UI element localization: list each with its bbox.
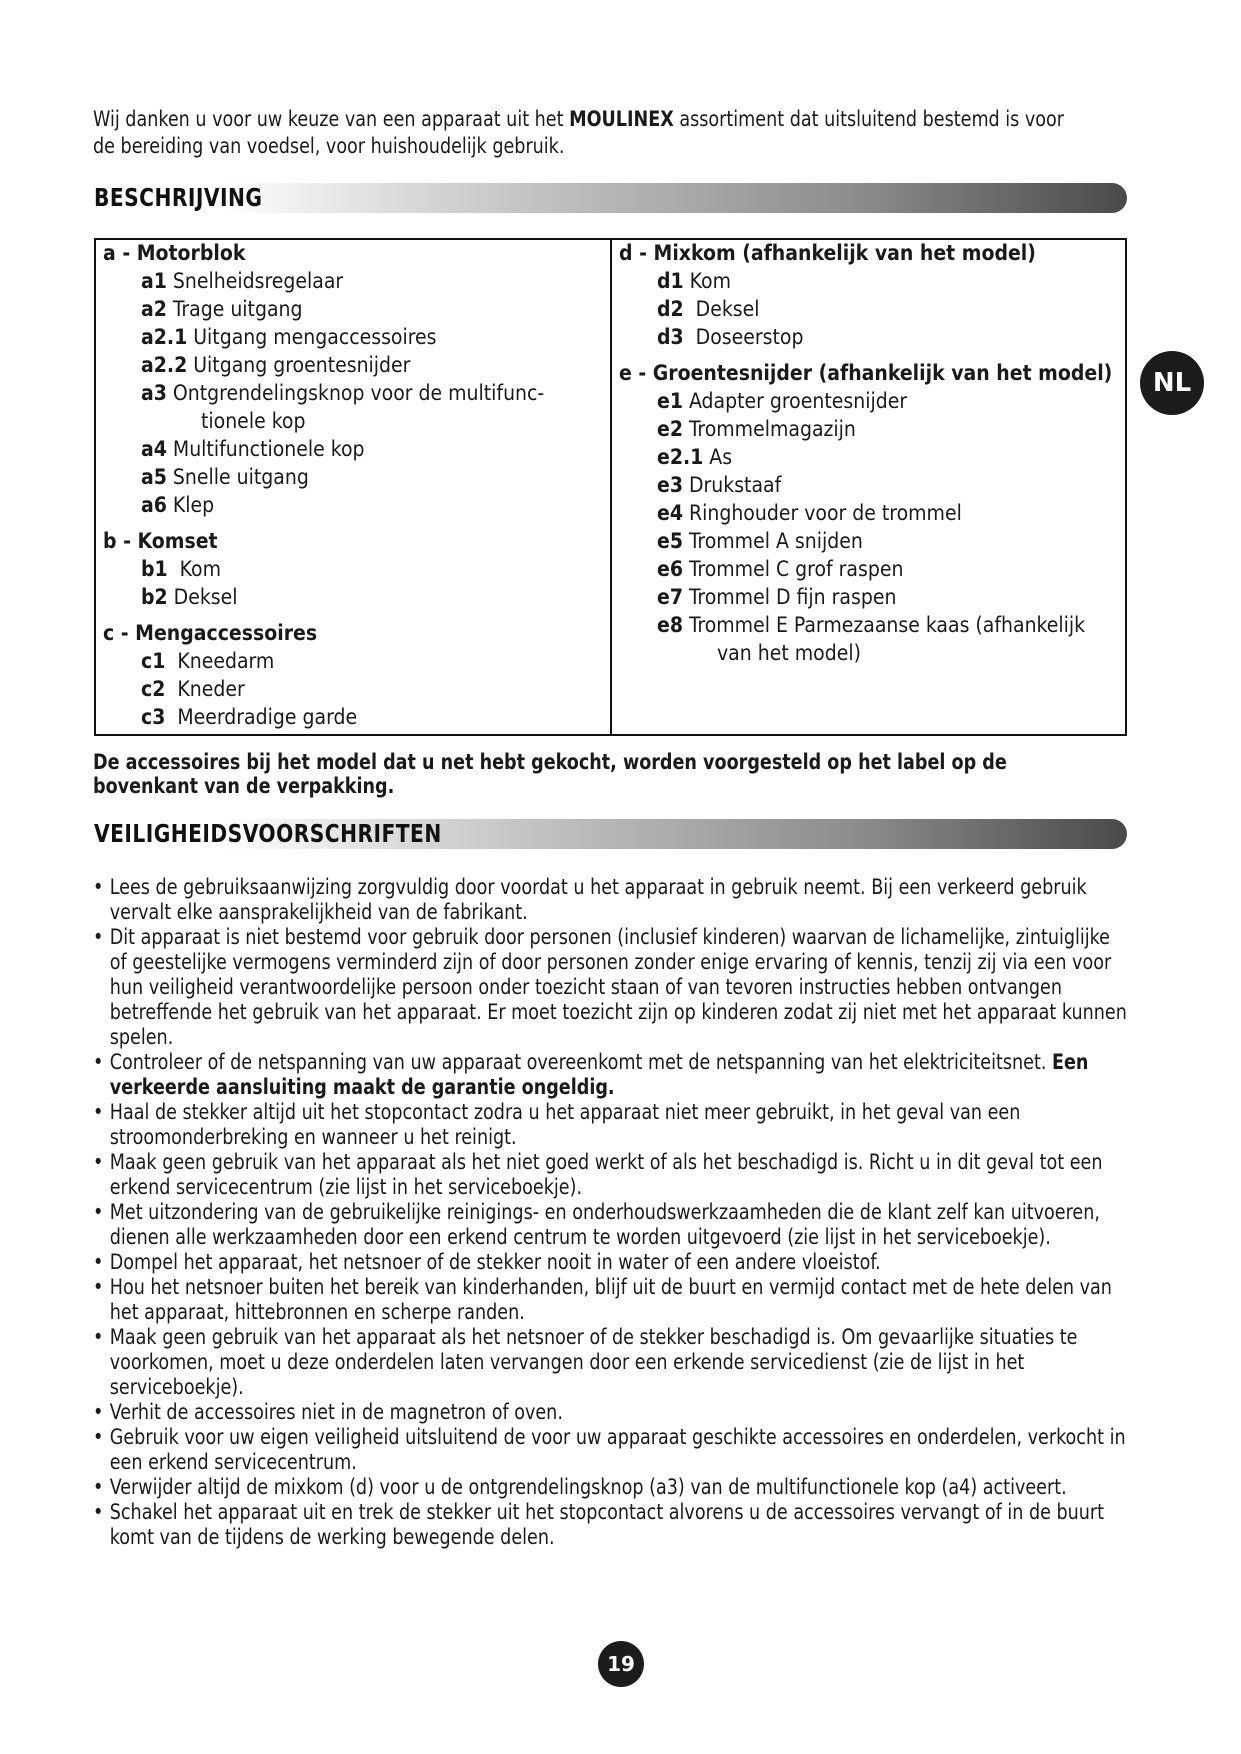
component-code: e2.1 [657, 445, 704, 469]
component-item [103, 675, 603, 703]
component-code: a2.2 [141, 353, 188, 377]
component-item [619, 527, 1124, 555]
component-item [619, 415, 1124, 443]
safety-item-text: Lees de gebruiksaanwijzing zorgvuldig door voordat u het apparaat in gebruik neemt. Bij een verkeerd gebruik vervalt elke aansprakelijkheid van de fabrikant. [109, 875, 1087, 924]
component-label: Kom [683, 269, 731, 293]
component-label: Uitgang groentesnijder [187, 353, 411, 377]
component-code: e8 [657, 613, 683, 637]
page-number: 19 [598, 1641, 644, 1687]
component-item [619, 323, 1124, 351]
safety-item [93, 1475, 1130, 1500]
component-label: Deksel [167, 585, 238, 609]
brand-name: MOULINEX [569, 107, 674, 131]
description-heading: BESCHRIJVING [94, 183, 263, 212]
component-item [103, 435, 603, 463]
safety-item-text: Gebruik voor uw eigen veiligheid uitsluitend de voor uw apparaat geschikte accessoires en onderdelen, verkocht in een erkend servicecentrum. [109, 1425, 1126, 1474]
component-code: b1 [141, 557, 168, 581]
component-code: a2 [141, 297, 167, 321]
component-item [619, 443, 1124, 471]
component-item [103, 267, 603, 295]
component-label: Doseerstop [683, 325, 804, 349]
component-label: Deksel [683, 297, 760, 321]
component-item [619, 611, 1124, 639]
component-item [619, 555, 1124, 583]
component-group: c - Mengaccessoires [103, 621, 318, 645]
component-label: Ontgrendelingsknop voor de multifunc- [166, 381, 545, 405]
component-item [103, 379, 603, 407]
safety-list [93, 875, 1130, 1550]
description-table-divider [610, 238, 612, 736]
component-item [103, 555, 603, 583]
component-item [619, 499, 1124, 527]
component-label: Uitgang mengaccessoires [187, 325, 437, 349]
safety-item [93, 1150, 1130, 1200]
safety-item [93, 1050, 1130, 1100]
component-label: Adapter groentesnijder [682, 389, 908, 413]
component-item [103, 647, 603, 675]
component-label: Trommel C grof raspen [682, 557, 904, 581]
safety-item [93, 1500, 1130, 1550]
component-group: b - Komset [103, 529, 218, 553]
component-item [103, 703, 603, 731]
component-item [619, 583, 1124, 611]
safety-item [93, 1325, 1130, 1400]
component-label: Trage uitgang [166, 297, 303, 321]
safety-heading: VEILIGHEIDSVOORSCHRIFTEN [94, 819, 442, 848]
description-left-column [103, 239, 603, 731]
component-code: b2 [141, 585, 168, 609]
component-group: e - Groentesnijder (afhankelijk van het model) [619, 361, 1113, 385]
safety-item-text: Dompel het apparaat, het netsnoer of de stekker nooit in water of een andere vloeistof. [109, 1250, 881, 1274]
component-item [103, 491, 603, 519]
safety-item [93, 1275, 1130, 1325]
component-item [103, 295, 603, 323]
component-label: Multifunctionele kop [166, 437, 365, 461]
component-label-continued: van het model) [717, 641, 861, 665]
component-label: Kneedarm [165, 649, 275, 673]
component-code: a2.1 [141, 325, 188, 349]
component-code: d2 [657, 297, 684, 321]
component-item [103, 583, 603, 611]
safety-item-text: Met uitzondering van de gebruikelijke reinigings- en onderhoudswerkzaamheden die de klant zelf kan uitvoeren, dienen alle werkzaamheden door een erkend centrum te worden uitgevoerd (zie lijst in het serviceboekje). [109, 1200, 1100, 1249]
component-code: a1 [141, 269, 167, 293]
safety-item [93, 925, 1130, 1050]
group-spacer [103, 519, 603, 527]
component-label: As [703, 445, 733, 469]
component-item [619, 267, 1124, 295]
component-item [103, 323, 603, 351]
accessories-note: De accessoires bij het model dat u net hebt gekocht, worden voorgesteld op het label op de bovenkant van de verpakking. [93, 750, 1007, 798]
component-code: a5 [141, 465, 167, 489]
group-spacer [619, 351, 1124, 359]
intro-text-end: assortiment dat uitsluitend bestemd is voor de bereiding van voedsel, voor huishoudelijk gebruik. [93, 107, 1065, 158]
component-label: Snelheidsregelaar [166, 269, 344, 293]
safety-item-text: Haal de stekker altijd uit het stopcontact zodra u het apparaat niet meer gebruikt, in het geval van een stroomonderbreking en wanneer u het reinigt. [109, 1100, 1021, 1149]
component-item [619, 387, 1124, 415]
component-code: c2 [141, 677, 166, 701]
component-group: d - Mixkom (afhankelijk van het model) [619, 241, 1036, 265]
component-label: Trommel E Parmezaanse kaas (afhankelijk [682, 613, 1086, 637]
component-label: Snelle uitgang [166, 465, 309, 489]
component-label: Trommelmagazijn [682, 417, 856, 441]
component-code: e2 [657, 417, 683, 441]
safety-item-text: Controleer of de netspanning van uw apparaat overeenkomt met de netspanning van het elektriciteitsnet. [109, 1050, 1053, 1074]
safety-item [93, 1250, 1130, 1275]
component-code: e7 [657, 585, 683, 609]
safety-item [93, 1400, 1130, 1425]
component-code: e4 [657, 501, 683, 525]
description-right-column [619, 239, 1124, 667]
component-label: Meerdradige garde [165, 705, 358, 729]
component-code: a3 [141, 381, 167, 405]
safety-item-text: Verhit de accessoires niet in de magnetron of oven. [109, 1400, 563, 1424]
component-code: a4 [141, 437, 167, 461]
group-spacer [103, 611, 603, 619]
component-label: Kom [167, 557, 221, 581]
intro-paragraph [93, 106, 1070, 160]
safety-item-text: Schakel het apparaat uit en trek de stekker uit het stopcontact alvorens u de accessoires vervangt of in de buurt komt van de tijdens de werking bewegende delen. [109, 1500, 1105, 1549]
safety-item [93, 1100, 1130, 1150]
component-label: Trommel D fijn raspen [682, 585, 897, 609]
component-code: c1 [141, 649, 166, 673]
component-code: d3 [657, 325, 684, 349]
component-code: c3 [141, 705, 166, 729]
component-code: e5 [657, 529, 683, 553]
safety-item [93, 875, 1130, 925]
component-item [103, 463, 603, 491]
component-code: e3 [657, 473, 683, 497]
component-item [619, 471, 1124, 499]
safety-item-warning: Een verkeerde aansluiting maakt de garantie ongeldig. [109, 1050, 1089, 1099]
component-label: Klep [166, 493, 215, 517]
component-label: Ringhouder voor de trommel [682, 501, 962, 525]
safety-item [93, 1200, 1130, 1250]
safety-item-text: Maak geen gebruik van het apparaat als het niet goed werkt of als het beschadigd is. Richt u in dit geval tot een erkend servicecentrum (zie lijst in het serviceboekje). [109, 1150, 1103, 1199]
component-code: e6 [657, 557, 683, 581]
safety-item-text: Hou het netsnoer buiten het bereik van kinderhanden, blijf uit de buurt en vermijd contact met de hete delen van het apparaat, hittebronnen en scherpe randen. [109, 1275, 1112, 1324]
component-label: Drukstaaf [682, 473, 782, 497]
intro-text: Wij danken u voor uw keuze van een apparaat uit het [93, 107, 570, 131]
component-code: a6 [141, 493, 167, 517]
component-label: Trommel A snijden [682, 529, 863, 553]
component-label-continued: tionele kop [201, 409, 306, 433]
component-code: d1 [657, 269, 684, 293]
safety-item-text: Maak geen gebruik van het apparaat als het netsnoer of de stekker beschadigd is. Om gevaarlijke situaties te voorkomen, moet u deze onderdelen laten vervangen door een erkende servicedienst (zie de lijst in het serviceboekje). [109, 1325, 1078, 1399]
safety-item-text: Dit apparaat is niet bestemd voor gebruik door personen (inclusief kinderen) waarvan de lichamelijke, zintuiglijke of geestelijke vermogens verminderd zijn of door personen zonder enige ervaring of kennis, tenzij zij via een voor hun veiligheid verantwoordelijke persoon onder toezicht staan of van tevoren instructies hebben ontvangen betreffende het gebruik van het apparaat. Er moet toezicht zijn op kinderen zodat zij niet met het apparaat kunnen spelen. [109, 925, 1127, 1049]
component-group: a - Motorblok [103, 241, 246, 265]
language-badge: NL [1140, 351, 1204, 415]
safety-item-text: Verwijder altijd de mixkom (d) voor u de ontgrendelingsknop (a3) van de multifunctionele kop (a4) activeert. [109, 1475, 1067, 1499]
safety-item [93, 1425, 1130, 1475]
component-item [103, 351, 603, 379]
component-label: Kneder [165, 677, 245, 701]
component-item [619, 295, 1124, 323]
component-code: e1 [657, 389, 683, 413]
